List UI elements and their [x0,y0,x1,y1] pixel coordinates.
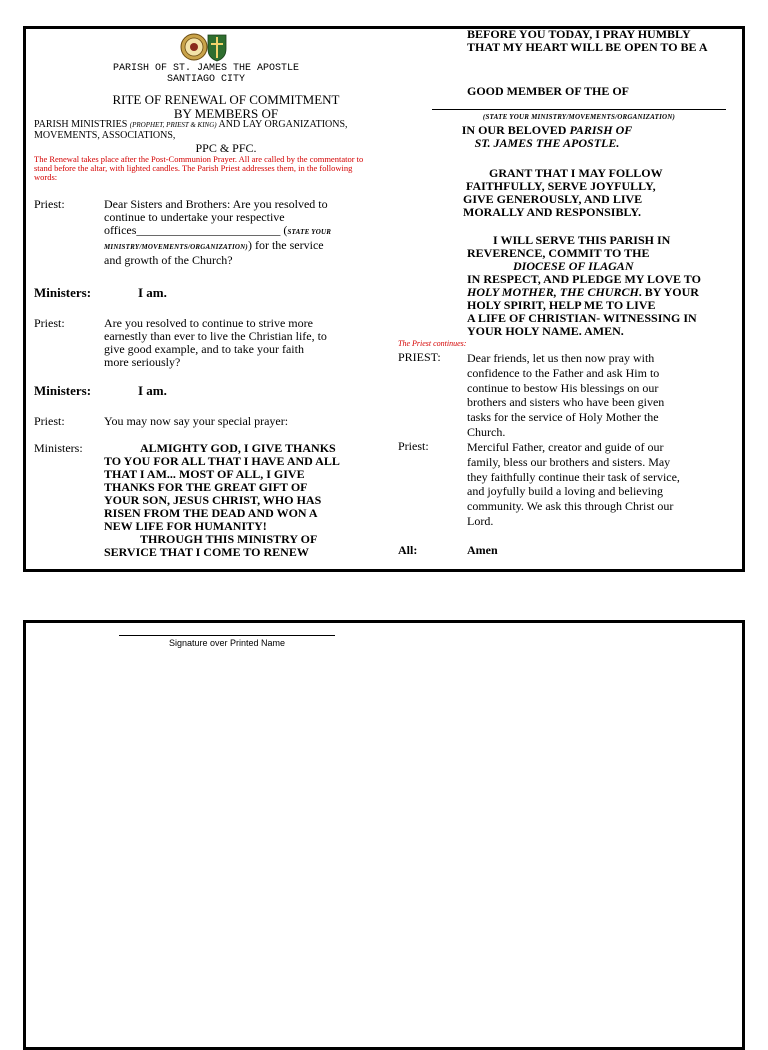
priest-label: Priest: [34,316,65,330]
signature-card [23,620,745,1050]
priest-continues-rubric: The Priest continues: [398,339,467,348]
ministers-label-prayer: Ministers: [34,441,83,455]
ministries-line-2: MOVEMENTS, ASSOCIATIONS, [34,130,176,141]
grant-prayer: GRANT THAT I MAY FOLLOW FAITHFULLY, SERVE JOYFULLY, GIVE GENEROUSLY, AND LIVE MORALLY AND RESPONSIBLY. [463,166,663,219]
ministers-prayer: ALMIGHTY GOD, I GIVE THANKS TO YOU FOR ALL THAT I HAVE AND ALL THAT I AM... MOST OF ALL, I GIVE THANKS FOR THE GREAT GIFT OF YOUR SON, JESUS CHRIST, WHO HAS RISEN FROM THE DEAD AND WON A NEW LIFE FOR HUMANITY! THROUGH THIS MINISTRY OF SERVICE THAT I COME TO RENEW [104,441,340,559]
priest-question-1 [104,198,376,267]
ministries-prefix: PARISH MINISTRIES [34,119,130,130]
q1-line-4: MINISTRY/MOVEMENTS/ORGANIZATION)) for the service [104,238,324,252]
ministries-roles: (PROPHET, PRIEST & KING) [129,121,217,129]
signature-line[interactable] [119,635,335,636]
rite-title: RITE OF RENEWAL OF COMMITMENT [112,92,340,107]
q1-line-5: and growth of the Church? [104,253,233,267]
priest-label: Priest: [34,197,65,211]
rubric-instruction: The Renewal takes place after the Post-Communion Prayer. All are called by the commentator to stand before the altar, with lighted candles. The Parish Priest addresses them, in the following words: [34,154,364,182]
renewal-rite-card [23,26,745,572]
priest-label-upper: PRIEST: [398,350,441,364]
q1-line-3: offices________________________ (STATE YOUR [104,223,332,237]
ministers-answer: I am. [138,383,167,398]
ministries-suffix: AND LAY ORGANIZATIONS, [216,119,348,130]
q1-line-1: Dear Sisters and Brothers: Are you resolved to [104,197,328,211]
all-label: All: [398,543,418,557]
rite-subtitle: BY MEMBERS OF [173,106,279,121]
signature-caption: Signature over Printed Name [168,638,286,648]
priest-invitation: You may now say your special prayer: [104,414,289,428]
priest-question-2: Are you resolved to continue to strive more earnestly than ever to live the Christian life, to give good example, and to take your faith more seriously? [104,316,327,369]
prayer-continued: BEFORE YOU TODAY, I PRAY HUMBLY THAT MY HEART WILL BE OPEN TO BE A [467,27,708,54]
priest-exhortation: Dear friends, let us then now pray with confidence to the Father and ask Him to continue to bestow His blessings on our brothers and sisters who have been given tasks for the service of Holy Mother the Church. [467,351,665,439]
ministry-blank-line [432,109,726,110]
parish-city: SANTIAGO CITY [166,74,245,85]
priest-label: Priest: [34,414,65,428]
amen-response: Amen [467,543,498,557]
ministers-label: Ministers: [34,383,92,398]
state-ministry-note: (STATE YOUR MINISTRY/MOVEMENTS/ORGANIZATION) [482,113,676,121]
ministers-answer: I am. [138,285,167,300]
member-line: GOOD MEMBER OF THE OF [467,84,630,98]
parish-seal-icon [180,32,230,62]
parish-name: PARISH OF ST. JAMES THE APOSTLE [112,63,300,74]
parish-line: IN OUR BELOVED PARISH OF ST. JAMES THE APOSTLE. [461,123,633,150]
q1-line-2: continue to undertake your respective [104,210,285,224]
ministers-label: Ministers: [34,285,92,300]
priest-label: Priest: [398,439,429,453]
serve-prayer: I WILL SERVE THIS PARISH IN REVERENCE, COMMIT TO THE DIOCESE OF ILAGAN IN RESPECT, AND PLEDGE MY LOVE TO HOLY MOTHER, THE CHURCH. BY YOUR HOLY SPIRIT, HELP ME TO LIVE A LIFE OF CHRISTIAN- WITNESSING IN YOUR HOLY NAME. AMEN. [467,233,701,338]
closing-prayer: Merciful Father, creator and guide of our family, bless our brothers and sisters. May they faithfully continue their task of service, and joyfully build a loving and believing community. We ask this through Christ our Lord. [467,440,680,528]
ppc-line: PPC & PFC. [195,141,257,155]
